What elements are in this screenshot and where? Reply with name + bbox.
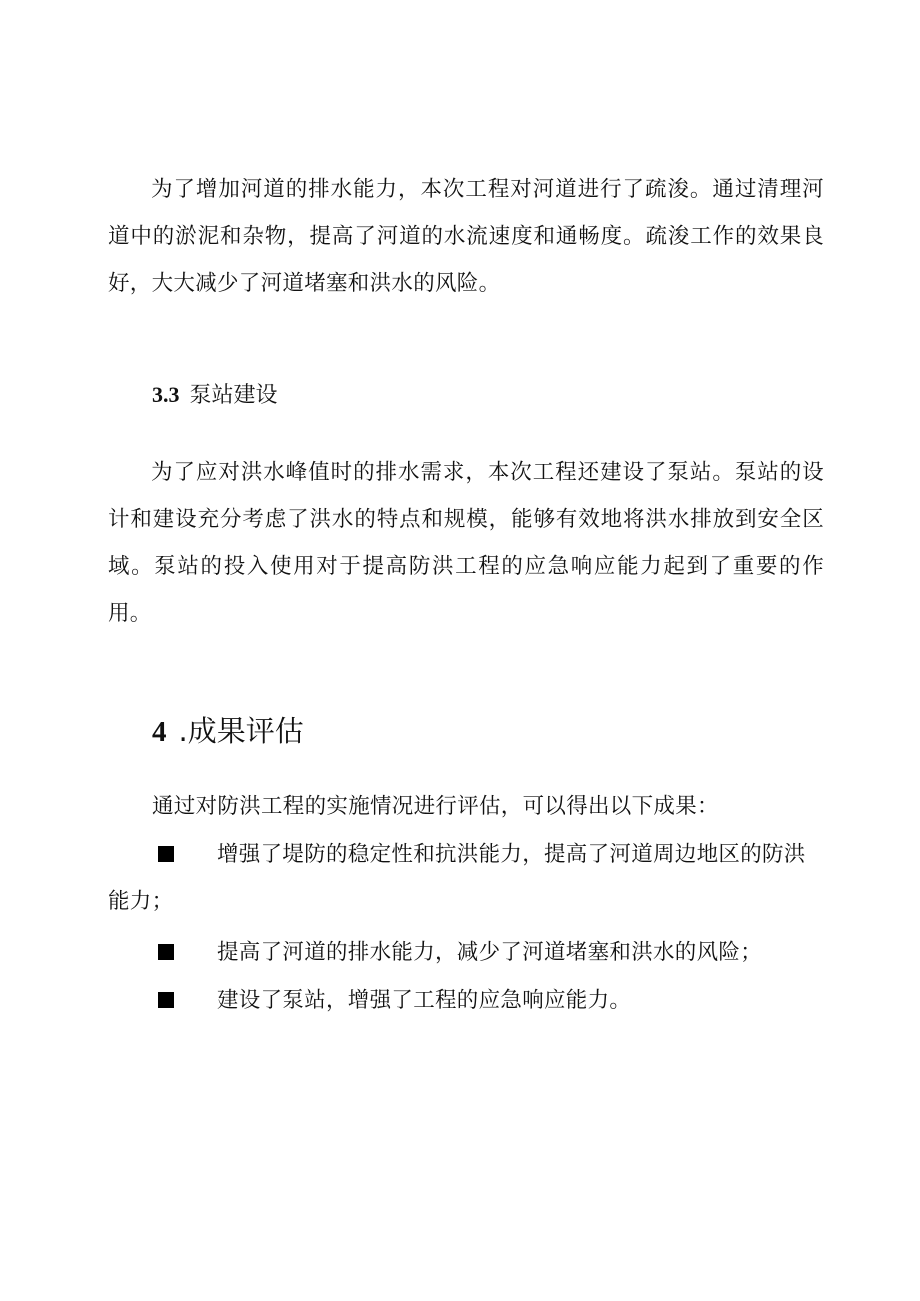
square-bullet-icon — [158, 846, 174, 862]
list-item — [108, 977, 824, 1024]
square-bullet-icon — [158, 944, 174, 960]
section-title: 泵站建设 — [189, 383, 278, 408]
square-bullet-icon — [158, 992, 174, 1008]
section-title: .成果评估 — [178, 714, 304, 748]
section-heading-4 — [152, 709, 304, 754]
paragraph-dredging: 为了增加河道的排水能力，本次工程对河道进行了疏浚。通过清理河道中的淤泥和杂物，提高了河道的水流速度和通畅度。疏浚工作的效果良好，大大减少了河道堵塞和洪水的风险。 — [108, 177, 824, 296]
results-intro: 通过对防洪工程的实施情况进行评估，可以得出以下成果： — [152, 794, 719, 819]
list-item-text: 建设了泵站，增强了工程的应急响应能力。 — [217, 988, 632, 1013]
section-heading-3-3 — [152, 377, 278, 414]
section-number: 3.3 — [152, 382, 180, 407]
section-number: 4 — [152, 716, 167, 748]
list-item — [108, 831, 824, 925]
list-item-text: 提高了河道的排水能力，减少了河道堵塞和洪水的风险； — [217, 940, 763, 965]
list-item — [108, 929, 824, 976]
paragraph-pump-station: 为了应对洪水峰值时的排水需求，本次工程还建设了泵站。泵站的设计和建设充分考虑了洪水的特点和规模，能够有效地将洪水排放到安全区域。泵站的投入使用对于提高防洪工程的应急响应能力起到了重要的作用。 — [108, 460, 824, 626]
list-item-text: 增强了堤防的稳定性和抗洪能力，提高了河道周边地区的防洪能力； — [108, 842, 806, 914]
